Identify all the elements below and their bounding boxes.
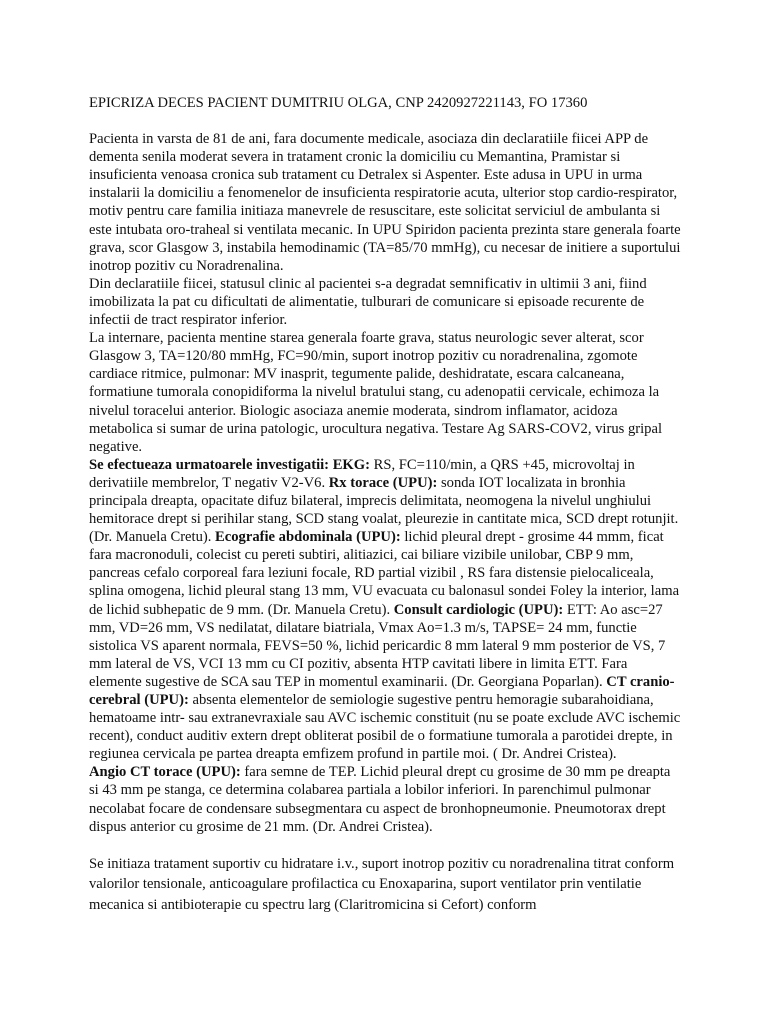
paragraph-family-statement: Din declaratiile fiicei, statusul clinic al pacientei s-a degradat semnificativ in ultimii 3 ani, fiind imobilizata la pat cu dificultati de alimentatie, tulburari de comunicare si episoade recurente de infectii de tract respirator inferior. [89, 275, 647, 329]
paragraph-spacer [89, 836, 681, 854]
rx-text: sonda IOT localizata in bronhia principala dreapta, opacitate difuz bilateral, imprecis delimitata, neomogena la nivelul unghiului hemitorace drept si perihilar stang, SCD stang voalat, pleurezie in cantitate mica, SCD drept rotunjit. (Dr. Manuela Cretu). [89, 474, 679, 546]
ekg-label: EKG: [332, 456, 370, 473]
paragraph-admission: La internare, pacienta mentine starea generala foarte grava, status neurologic sever alterat, scor Glasgow 3, TA=120/80 mmHg, FC=90/min, suport inotrop pozitiv cu noradrenalina, zgomote cardiace ritmice, pulmonar: MV inasprit, tegumente palide, deshidratate, escara calcaneana, formatiune tumorala conopidiforma la nivelul bratului stang, cu adenopatii cervicale, echimoza la nivelul toracelui anterior. Biologic asociaza anemie moderata, sindrom inflamator, acidoza metabolica si sumar de urina patologic, urocultura negativa. Testare Ag SARS-COV2, virus gripal negative. [89, 330, 663, 455]
ct-text: absenta elementelor de semiologie sugestive pentru hemoragie subarahoidiana, hematoame intr- sau extranevraxiale sau AVC ischemic constituit (nu se poate exclude AVC ischemic recent), conduct auditiv extern drept obliterat posibil de o formatiune tumorala a parotidei drepte, in regiunea cervicala pe partea dreapta emfizem profund in partile moi. ( Dr. Andrei Cristea). [89, 692, 681, 763]
cardio-label: Consult cardiologic (UPU): [393, 601, 564, 618]
eco-label: Ecografie abdominala (UPU): [215, 529, 401, 546]
angio-text: fara semne de TEP. Lichid pleural drept cu grosime de 30 mm pe dreapta si 43 mm pe stanga, ce determina colabarea partiala a lobilor inferiori. In parenchimul pulmonar necolabat focare de condensare subsegmentara cu aspect de bronhopneumonie. Pneumotorax drept dispus anterior cu grosime de 21 mm. (Dr. Andrei Cristea). [89, 764, 671, 835]
investigations-lead: Se efectueaza urmatoarele investigatii: [89, 456, 330, 473]
rx-label: Rx torace (UPU): [328, 474, 438, 491]
paragraph-history: Pacienta in varsta de 81 de ani, fara documente medicale, asociaza din declaratiile fiicei APP de dementa senila moderat severa in tratament cronic la domiciliu cu Memantina, Pramistar si insuficienta venoasa cronica sub tratament cu Detralex si Aspenter. Este adusa in UPU in urma instalarii la domiciliu a fenomenelor de insuficienta respiratorie acuta, ulterior stop cardio-respirator, motiv pentru care familia initiaza manevrele de resuscitare, este solicitat serviciul de ambulanta si este intubata oro-traheal si ventilata mecanic. In UPU Spiridon pacienta prezinta stare generala foarte grava, scor Glasgow 3, instabila hemodinamic (TA=85/70 mmHg), cu necesar de initiere a suportului inotrop pozitiv cu Noradrenalina. [89, 131, 681, 274]
angio-label: Angio CT torace (UPU): [89, 764, 241, 781]
document-page [89, 94, 681, 915]
paragraph-angio-ct [89, 763, 681, 835]
cardio-text: ETT: Ao asc=27 mm, VD=26 mm, VS nedilatat, dilatare biatriala, Vmax Ao=1.3 m/s, TAPSE= 24 mm, functie sistolica VS aparent normala, FEVS=50 %, lichid pericardic 8 mm lateral 9 mm posterior de VS, 7 mm lateral de VS, VCI 13 mm cu CI pozitiv, absenta HTP cavitati libere in limita ETT. Fara elemente sugestive de SCA sau TEP in momentul examinarii. (Dr. Georgiana Poparlan). [89, 601, 666, 690]
paragraph-investigations [89, 456, 681, 764]
ct-label: CT cranio-cerebral (UPU): [89, 673, 675, 708]
ekg-text: RS, FC=110/min, a QRS +45, microvoltaj in derivatiile membrelor, T negativ V2-V6. [89, 456, 635, 491]
eco-text: lichid pleural drept - grosime 44 mmm, ficat fara macronoduli, colecist cu pereti subtiri, alitiazici, cai biliare vizibile unilobar, CBP 9 mm, pancreas cefalo corporeal fara leziuni focale, RD partial vizibil , RS fara distensie pielocaliceala, splina omogena, lichid pleural stang 13 mm, VU evacuata cu balonasul sondei Foley la interior, lama de lichid subhepatic de 9 mm. (Dr. Manuela Cretu). [89, 529, 680, 618]
document-title: EPICRIZA DECES PACIENT DUMITRIU OLGA, CNP 2420927221143, FO 17360 [89, 95, 588, 111]
paragraph-treatment: Se initiaza tratament suportiv cu hidratare i.v., suport inotrop pozitiv cu noradrenalina titrat conform valorilor tensionale, anticoagulare profilactica cu Enoxaparina, suport ventilator prin ventilatie mecanica si antibioterapie cu spectru larg (Claritromicina si Cefort) conform [89, 855, 675, 913]
